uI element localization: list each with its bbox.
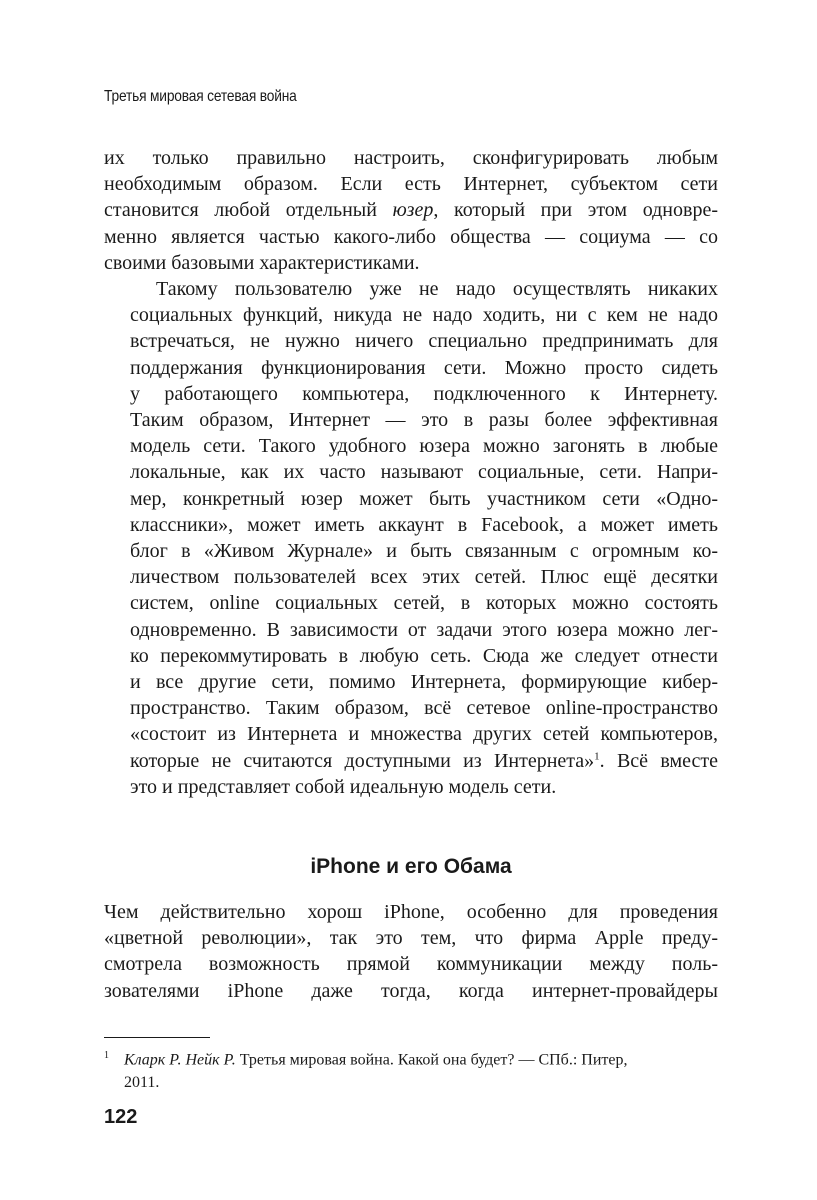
footnote-author: Кларк Р. Нейк Р. [124,1051,236,1069]
text-fragment: которые не считаются доступными из Интернета» [130,749,595,772]
text-line: модель сети. Такого удобного юзера можно загонять в любые [130,435,718,458]
footnote-mark: 1 [104,1050,109,1061]
footnote-year: 2011. [124,1074,160,1092]
text-line: их только правильно настроить, сконфигурировать любым [104,147,718,169]
paragraph-2 [104,276,718,800]
text-line: своими базовыми характеристиками. [104,251,420,274]
body-text-main [104,145,718,800]
text-line: Такому пользователю уже не надо осуществлять никаких [156,278,718,301]
page-number: 122 [104,1106,138,1128]
footnote-text: Третья мировая война. Какой она будет? — СПб.: Питер, [235,1051,628,1069]
text-fragment: . Всё вместе [599,749,718,772]
text-line: у работающего компьютера, подключенного к Интернету. [130,382,718,405]
text-line: систем, online социальных сетей, в которых можно состоять [130,592,718,615]
text-line: менно является частью какого-либо общества — социума — со [104,225,718,248]
text-line: встречаться, не нужно ничего специально предпринимать для [130,330,718,353]
text-line [104,197,718,223]
text-line: Таким образом, Интернет — это в разы более эффективная [130,409,718,432]
paragraph-1 [104,145,718,276]
text-line: это и представляет собой идеальную модель сети. [130,775,557,798]
running-head: Третья мировая сетевая война [104,88,297,105]
text-line: одновременно. В зависимости от задачи этого юзера можно лег- [130,618,718,641]
text-line: смотрела возможность прямой коммуникации между поль- [104,953,718,976]
footnote-reference[interactable]: 1 [594,750,600,763]
text-line: Чем действительно хорош iPhone, особенно для проведения [104,901,718,923]
text-fragment: , который при этом одновре- [433,199,718,222]
text-line: «цветной революции», так это тем, что фирма Apple преду- [104,927,718,950]
section-heading: iPhone и его Обама [310,855,512,878]
text-line: локальные, как их часто называют социальные, сети. Напри- [130,461,718,484]
text-line: мер, конкретный юзер может быть участником сети «Одно- [130,487,718,510]
text-line: личеством пользователей всех этих сетей. Плюс ещё десятки [130,566,718,589]
footnote-divider [104,1037,210,1038]
text-fragment: становится любой отдельный [104,199,393,222]
text-line: поддержания функционирования сети. Можно просто сидеть [130,356,718,379]
text-line [104,748,718,774]
text-line: блог в «Живом Журнале» и быть связанным с огромным ко- [130,540,718,563]
italic-term: юзер [392,199,434,222]
text-line: необходимым образом. Если есть Интернет, субъектом сети [104,173,718,196]
text-line: ко перекоммутировать в любую сеть. Сюда же следует отнести [130,644,718,667]
text-line: социальных функций, никуда не надо ходить, ни с кем не надо [130,304,718,327]
text-line: пространство. Таким образом, всё сетевое online-пространство [130,697,718,720]
body-text-section [104,899,718,1004]
text-line: классники», может иметь аккаунт в Facebook, а может иметь [130,513,718,536]
footnote [104,1044,718,1094]
text-line: «состоит из Интернета и множества других сетей компьютеров, [130,723,718,746]
paragraph-3 [104,899,718,1004]
text-line: и все другие сети, помимо Интернета, формирующие кибер- [130,671,718,694]
text-line: зователями iPhone даже тогда, когда интернет-провайдеры [104,979,718,1002]
